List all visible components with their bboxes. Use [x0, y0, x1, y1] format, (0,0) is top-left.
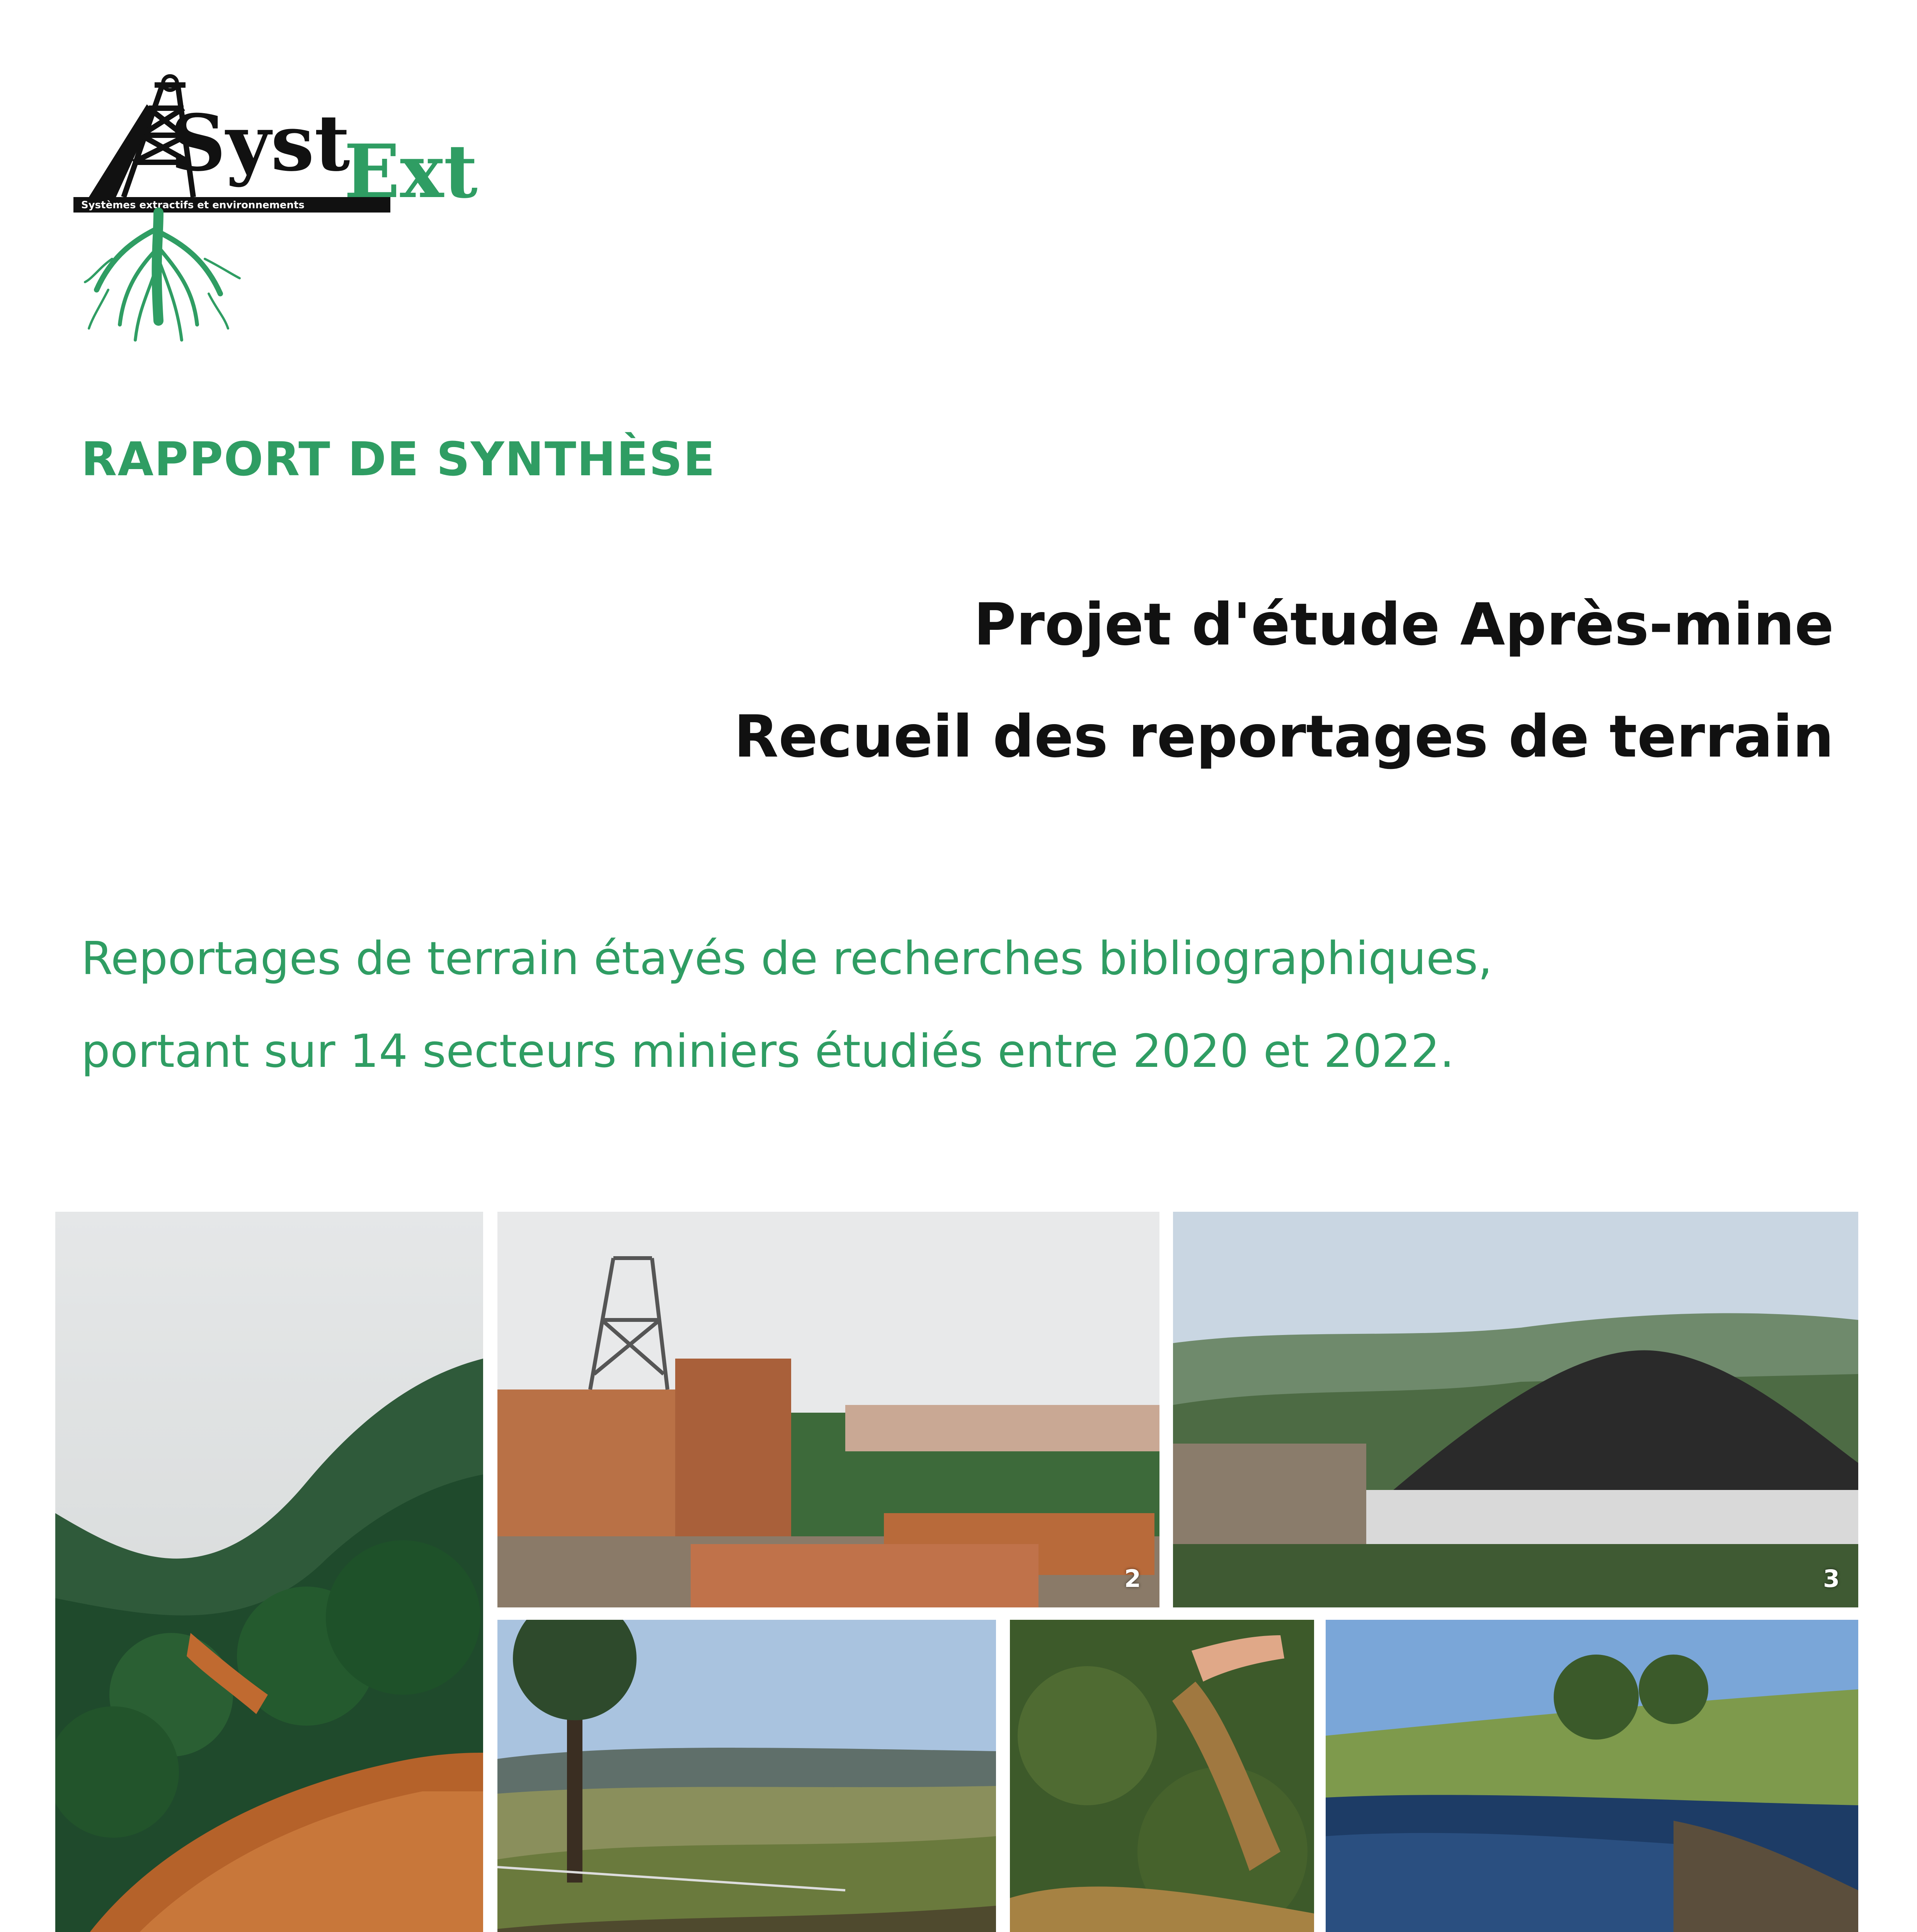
- photo-2: [497, 1212, 1159, 1607]
- subtitle-line-1: Reportages de terrain étayés de recherches bibliographiques,: [81, 932, 1493, 985]
- photo-5: [1010, 1620, 1314, 1932]
- title-line-1: Projet d'étude Après-mine: [974, 591, 1834, 658]
- systext-logo: [66, 73, 529, 344]
- photo-1: [55, 1212, 483, 1932]
- photo-number: 2: [1124, 1565, 1141, 1593]
- logo-tagline: Systèmes extractifs et environnements: [81, 199, 305, 211]
- photo-number: 3: [1823, 1565, 1840, 1593]
- photo-4: [497, 1620, 996, 1932]
- subtitle-line-2: portant sur 14 secteurs miniers étudiés entre 2020 et 2022.: [81, 1024, 1454, 1078]
- title-line-2: Recueil des reportages de terrain: [734, 703, 1834, 770]
- logo-name-ext: Ext: [344, 128, 478, 214]
- photo-6: [1326, 1620, 1858, 1932]
- roots-icon: [85, 213, 240, 340]
- photo-3: [1173, 1212, 1858, 1607]
- report-type: RAPPORT DE SYNTHÈSE: [81, 433, 716, 486]
- logo-name-syst: Syst: [170, 98, 350, 189]
- subtitle: [81, 912, 1820, 1097]
